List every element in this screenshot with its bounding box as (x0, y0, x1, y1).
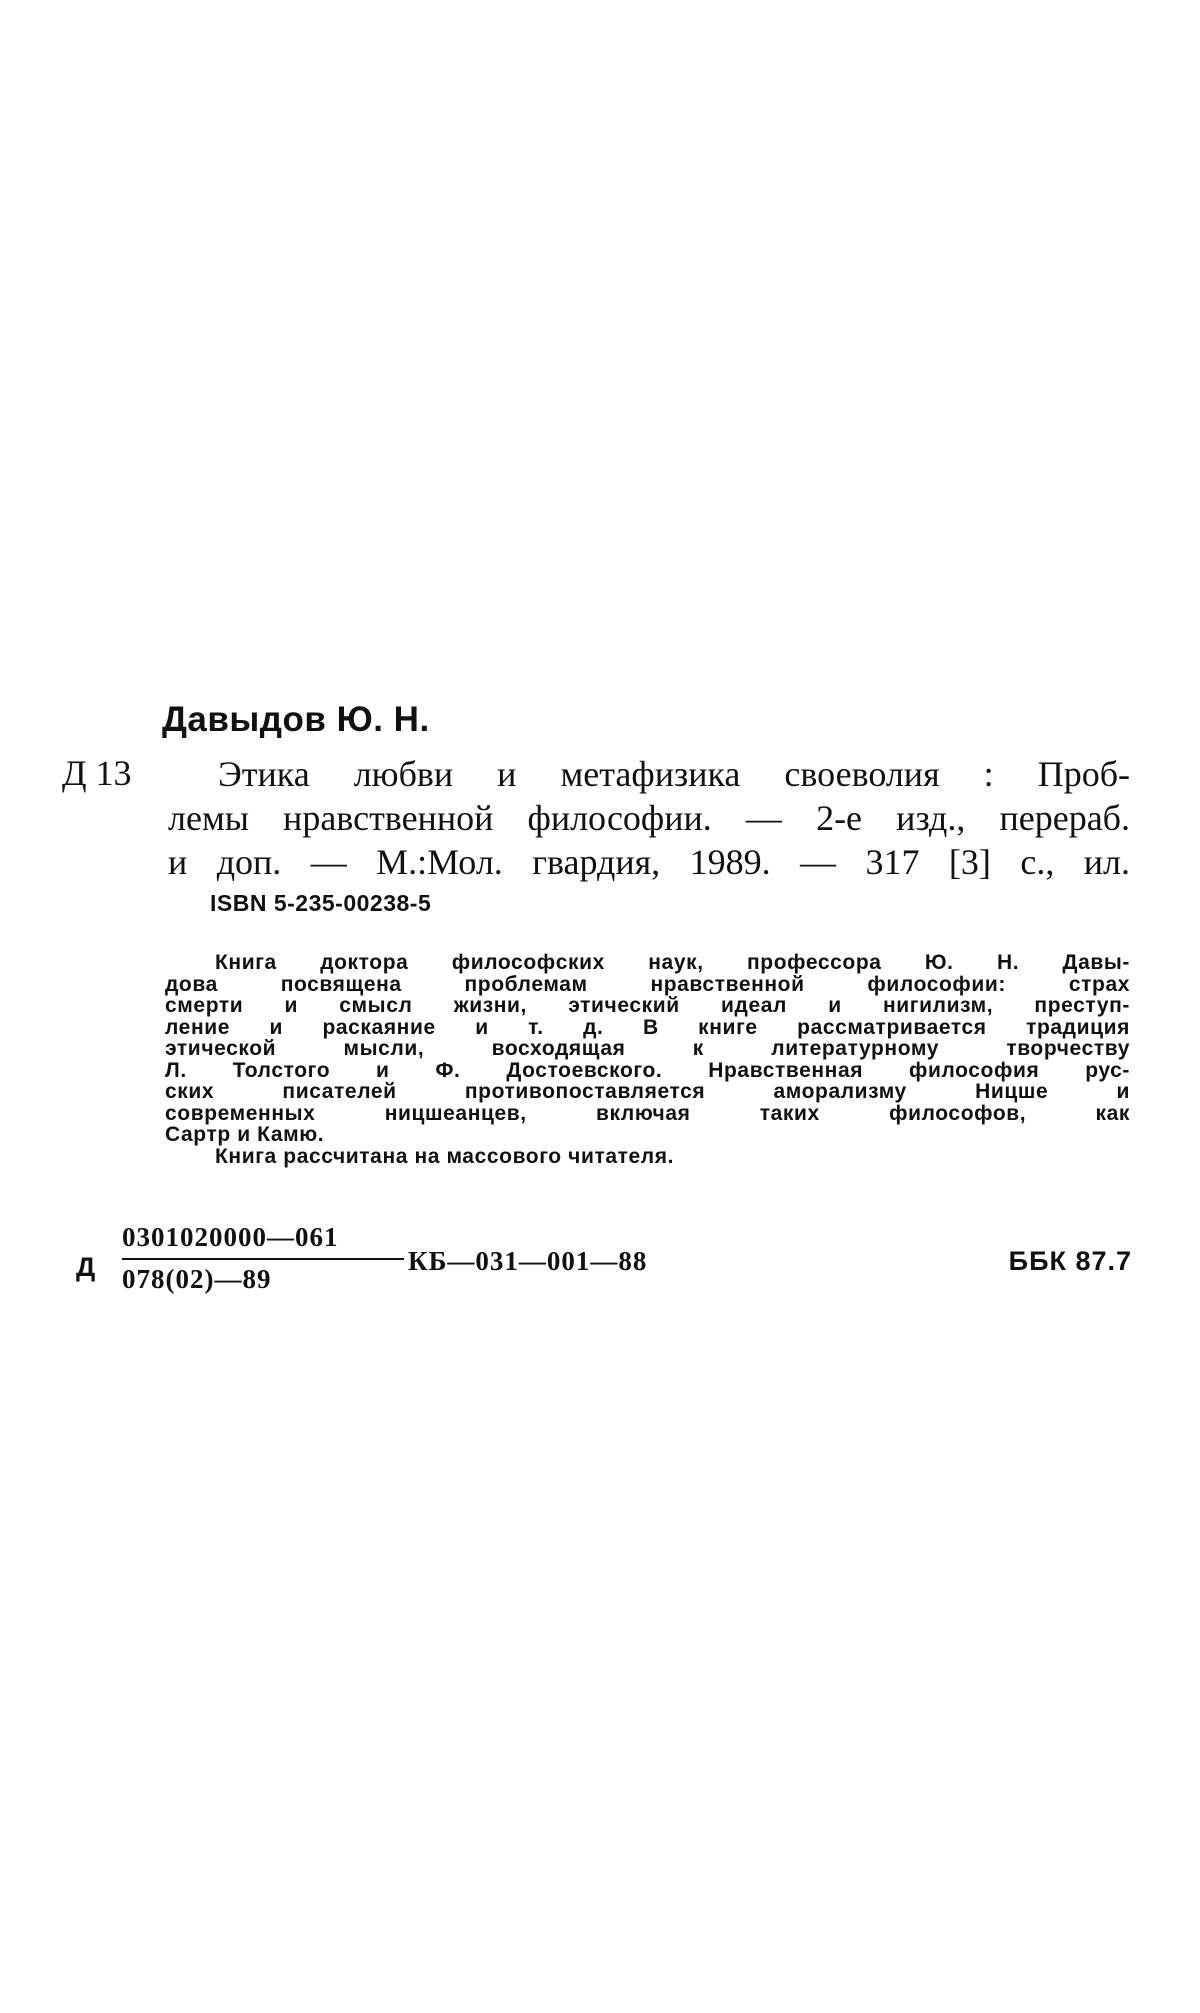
annotation (165, 952, 1130, 1167)
annotation-line: современных ницшеанцев, включая таких философов, как (165, 1101, 1130, 1125)
annotation-line: смерти и смысл жизни, этический идеал и нигилизм, преступ- (165, 994, 1130, 1017)
title-line: лемы нравственной философии. — 2-е изд., перераб. (168, 798, 1130, 838)
imprint-denominator: 078(02)—89 (122, 1264, 272, 1294)
title-line: Этика любви и метафизика своеволия : Проб- (218, 754, 1130, 794)
author-name: Давыдов Ю. Н. (162, 700, 430, 739)
annotation-line: Сартр и Камю. (165, 1123, 325, 1146)
call-number: Д 13 (62, 753, 132, 793)
annotation-line: ление и раскаяние и т. д. В книге рассматривается традиция (165, 1015, 1130, 1039)
bbk-classification: ББК 87.7 (1008, 1246, 1132, 1276)
title-line: и доп. — М.:Мол. гвардия, 1989. — 317 [3] с., ил. (168, 842, 1130, 882)
annotation-line: Л. Толстого и Ф. Достоевского. Нравственная философия рус- (165, 1058, 1130, 1082)
annotation-line: Книга рассчитана на массового читателя. (215, 1144, 675, 1168)
imprint-code: КБ—031—001—88 (408, 1246, 648, 1276)
annotation-line: этической мысли, восходящая к литературному творчеству (165, 1037, 1130, 1060)
imprint-letter: Д (76, 1252, 96, 1282)
annotation-line: Книга доктора философских наук, профессора Ю. Н. Давы- (215, 951, 1130, 974)
imprint-numerator: 0301020000—061 (122, 1222, 339, 1252)
title-description (168, 752, 1130, 884)
isbn: ISBN 5-235-00238-5 (210, 890, 432, 916)
annotation-line: дова посвящена проблемам нравственной философии: страх (165, 972, 1130, 996)
fraction-rule (122, 1258, 404, 1260)
imprint-fraction (122, 1220, 404, 1294)
annotation-line: ских писателей противопоставляется аморализму Ницше и (165, 1080, 1130, 1103)
